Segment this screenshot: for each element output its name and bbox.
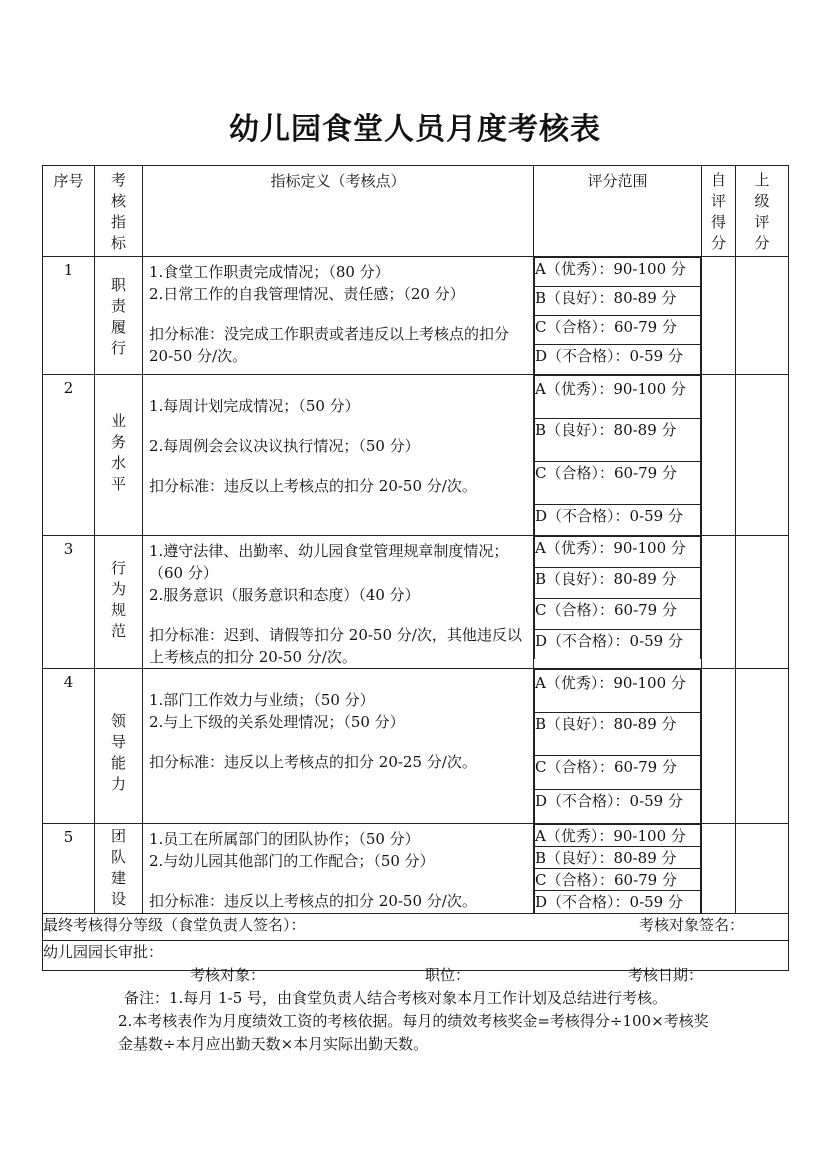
definition-item: 2.每周例会会议决议执行情况；（50 分） <box>149 437 420 455</box>
note-1: 备注：1.每月 1-5 号，由食堂负责人结合考核对象本月工作计划及总结进行考核。 <box>124 989 668 1007</box>
note-2: 2.本考核表作为月度绩效工资的考核依据。每月的绩效考核奖金=考核得分÷100×考核奖金基数÷本月应出勤天数×本月实际出勤天数。 <box>118 1012 709 1053</box>
table-row <box>43 824 789 914</box>
superior-score-cell[interactable] <box>736 824 789 914</box>
score-range-cell <box>534 257 702 375</box>
superior-score-cell[interactable] <box>736 668 789 824</box>
row-definition <box>143 824 534 914</box>
assessment-table <box>42 165 789 971</box>
table-row <box>43 375 789 536</box>
score-d: D（不合格）：0-59 分 <box>535 345 701 374</box>
deduction-standard: 扣分标准：迟到、请假等扣分 20-50 分/次，其他违反以上考核点的扣分 20-50 分/次。 <box>149 625 522 666</box>
row-no: 4 <box>43 668 95 824</box>
superior-score-cell[interactable] <box>736 257 789 375</box>
target-signature-label: 考核对象签名： <box>638 916 744 934</box>
score-a: A（优秀）：90-100 分 <box>535 536 701 567</box>
header-no: 序号 <box>43 166 95 257</box>
final-grade-label: 最终考核得分等级（食堂负责人签名）： <box>43 916 306 934</box>
definition-item: 1.每周计划完成情况；（50 分） <box>149 397 360 415</box>
score-c: C（合格）：60-79 分 <box>535 462 701 505</box>
row-no: 2 <box>43 375 95 536</box>
score-a: A（优秀）：90-100 分 <box>535 669 701 712</box>
deduction-standard: 扣分标准：违反以上考核点的扣分 20-50 分/次。 <box>149 477 477 495</box>
superior-score-cell[interactable] <box>736 375 789 536</box>
header-definition: 指标定义（考核点） <box>143 166 534 257</box>
final-grade-row <box>43 914 789 941</box>
score-d: D（不合格）：0-59 分 <box>535 891 701 913</box>
score-a: A（优秀）：90-100 分 <box>535 258 701 287</box>
definition-item: 1.员工在所属部门的团队协作；（50 分） <box>149 830 420 848</box>
row-definition <box>143 668 534 824</box>
header-superior-score: 上级评分 <box>754 171 770 252</box>
director-approval-label: 幼儿园园长审批： <box>43 941 789 971</box>
definition-item: 1.食堂工作职责完成情况；（80 分） <box>149 263 390 281</box>
score-b: B（良好）：80-89 分 <box>535 567 701 598</box>
self-score-cell[interactable] <box>702 824 736 914</box>
position-label: 职位： <box>425 966 471 984</box>
score-d: D（不合格）：0-59 分 <box>535 505 701 535</box>
table-row <box>43 257 789 375</box>
row-indicator: 团队建设 <box>110 827 126 908</box>
score-b: B（良好）：80-89 分 <box>535 419 701 462</box>
row-definition <box>143 375 534 536</box>
score-c: C（合格）：60-79 分 <box>535 598 701 629</box>
date-label: 考核日期： <box>628 966 704 984</box>
score-b: B（良好）：80-89 分 <box>535 712 701 755</box>
row-no: 5 <box>43 824 95 914</box>
definition-item: 1.遵守法律、出勤率、幼儿园食堂管理规章制度情况；（60 分） <box>149 541 509 582</box>
row-indicator: 行为规范 <box>110 558 126 640</box>
superior-score-cell[interactable] <box>736 535 789 668</box>
deduction-standard: 扣分标准：违反以上考核点的扣分 20-50 分/次。 <box>149 892 477 910</box>
deduction-standard: 扣分标准：违反以上考核点的扣分 20-25 分/次。 <box>149 752 477 771</box>
score-d: D（不合格）：0-59 分 <box>535 629 701 659</box>
table-row <box>43 668 789 824</box>
table-row <box>43 535 789 668</box>
header-indicator: 考核指标 <box>110 171 126 252</box>
score-range-cell <box>534 375 702 536</box>
header-range: 评分范围 <box>534 166 702 257</box>
row-definition <box>143 535 534 668</box>
score-d: D（不合格）：0-59 分 <box>535 789 701 823</box>
definition-item: 2.与幼儿园其他部门的工作配合；（50 分） <box>149 852 435 870</box>
row-indicator: 领导能力 <box>110 711 126 793</box>
row-no: 3 <box>43 535 95 668</box>
footer <box>0 964 830 1056</box>
definition-item: 2.服务意识（服务意识和态度）（40 分） <box>149 585 420 604</box>
header-row <box>43 166 789 257</box>
self-score-cell[interactable] <box>702 668 736 824</box>
score-b: B（良好）：80-89 分 <box>535 847 701 869</box>
deduction-standard: 扣分标准：没完成工作职责或者违反以上考核点的扣分 20-50 分/次。 <box>149 325 510 365</box>
score-a: A（优秀）：90-100 分 <box>535 376 701 419</box>
definition-item: 2.日常工作的自我管理情况、责任感；（20 分） <box>149 285 465 303</box>
target-label: 考核对象： <box>190 966 266 984</box>
score-range-cell <box>534 668 702 824</box>
self-score-cell[interactable] <box>702 535 736 668</box>
page-title: 幼儿园食堂人员月度考核表 <box>229 112 601 147</box>
self-score-cell[interactable] <box>702 257 736 375</box>
score-c: C（合格）：60-79 分 <box>535 869 701 891</box>
score-range-cell <box>534 535 702 668</box>
score-a: A（优秀）：90-100 分 <box>535 825 701 847</box>
definition-item: 2.与上下级的关系处理情况；（50 分） <box>149 712 405 731</box>
score-b: B（良好）：80-89 分 <box>535 287 701 316</box>
row-indicator: 业务水平 <box>110 412 126 493</box>
row-definition <box>143 257 534 375</box>
row-no: 1 <box>43 257 95 375</box>
notes <box>118 987 712 1056</box>
header-self-score: 自评得分 <box>710 171 726 252</box>
self-score-cell[interactable] <box>702 375 736 536</box>
score-c: C（合格）：60-79 分 <box>535 316 701 345</box>
score-c: C（合格）：60-79 分 <box>535 755 701 789</box>
row-indicator: 职责履行 <box>110 276 126 357</box>
score-range-cell <box>534 824 702 914</box>
definition-item: 1.部门工作效力与业绩；（50 分） <box>149 690 375 709</box>
